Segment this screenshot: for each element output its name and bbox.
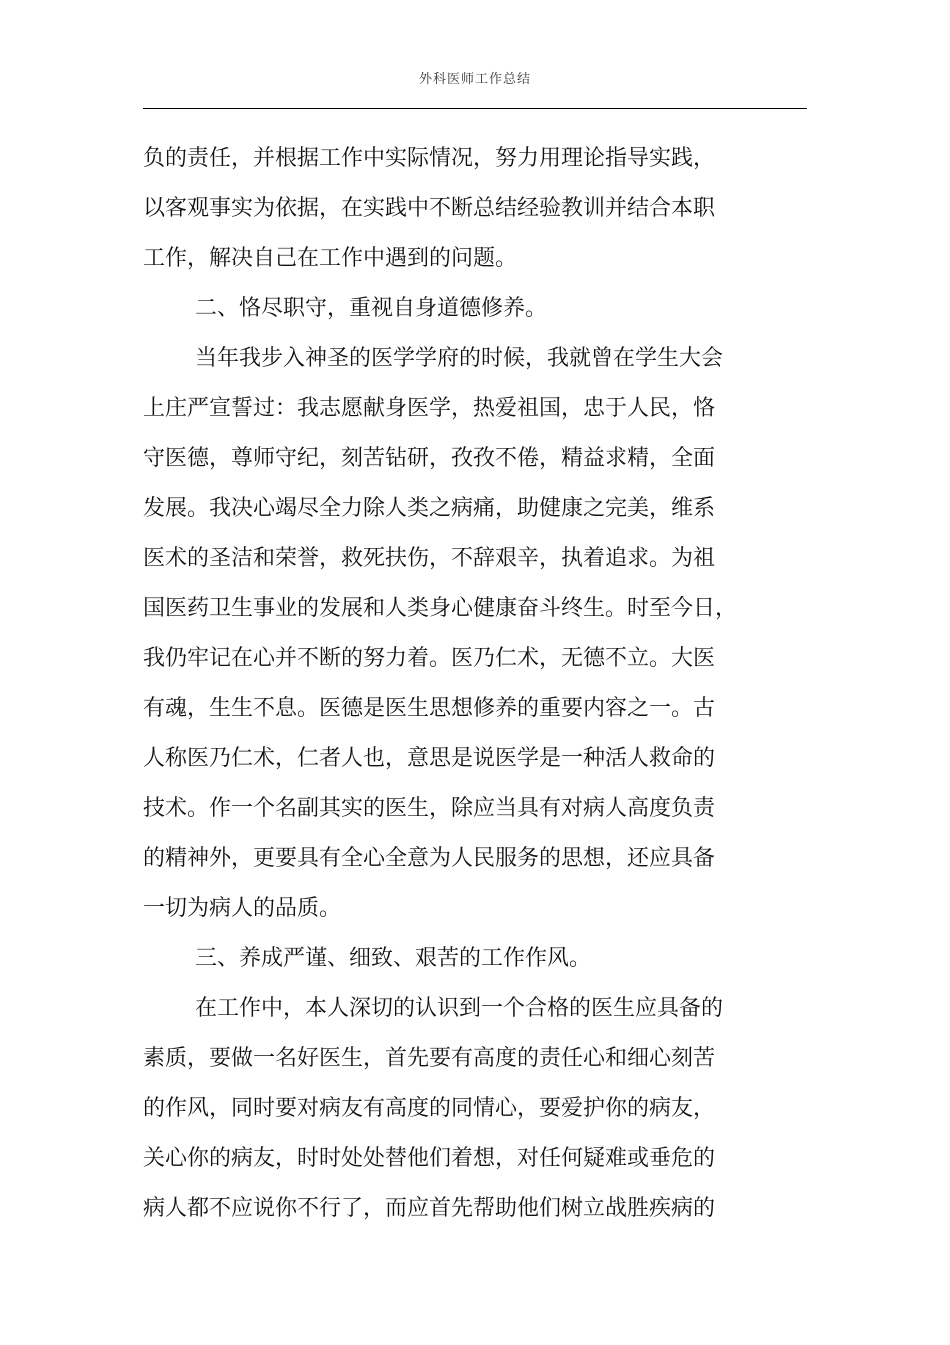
text-line: 二、恪尽职守，重视自身道德修养。	[195, 296, 548, 321]
text-line: 的作风，同时要对病友有高度的同情心，要爱护你的病友，	[143, 1096, 716, 1121]
text-line: 工作，解决自己在工作中遇到的问题。	[143, 246, 518, 271]
document-body	[143, 134, 753, 1234]
text-line: 人称医乃仁术，仁者人也，意思是说医学是一种活人救命的	[143, 746, 716, 771]
text-line: 守医德，尊师守纪，刻苦钻研，孜孜不倦，精益求精，全面	[143, 446, 716, 471]
text-line: 国医药卫生事业的发展和人类身心健康奋斗终生。时至今日，	[143, 596, 738, 621]
text-line: 素质，要做一名好医生，首先要有高度的责任心和细心刻苦	[143, 1046, 716, 1071]
text-line: 三、养成严谨、细致、艰苦的工作作风。	[195, 946, 592, 971]
header-divider	[143, 108, 807, 109]
text-line: 病人都不应说你不行了，而应首先帮助他们树立战胜疾病的	[143, 1196, 716, 1221]
page-header-title: 外科医师工作总结	[418, 72, 531, 87]
text-line: 技术。作一个名副其实的医生，除应当具有对病人高度负责	[143, 796, 716, 821]
text-line: 我仍牢记在心并不断的努力着。医乃仁术，无德不立。大医	[143, 646, 716, 671]
text-line: 有魂，生生不息。医德是医生思想修养的重要内容之一。古	[143, 696, 716, 721]
text-line: 一切为病人的品质。	[143, 896, 342, 921]
text-line: 上庄严宣誓过：我志愿献身医学，热爱祖国，忠于人民，恪	[143, 396, 716, 421]
text-line: 负的责任，并根据工作中实际情况，努力用理论指导实践，	[143, 146, 716, 171]
text-line: 当年我步入神圣的医学学府的时候，我就曾在学生大会	[195, 346, 724, 371]
text-line: 的精神外，更要具有全心全意为人民服务的思想，还应具备	[143, 846, 716, 871]
text-line: 医术的圣洁和荣誉，救死扶伤，不辞艰辛，执着追求。为祖	[143, 546, 716, 571]
text-line: 发展。我决心竭尽全力除人类之病痛，助健康之完美，维系	[143, 496, 716, 521]
text-line: 关心你的病友，时时处处替他们着想，对任何疑难或垂危的	[143, 1146, 716, 1171]
text-line: 在工作中，本人深切的认识到一个合格的医生应具备的	[195, 996, 724, 1021]
text-line: 以客观事实为依据，在实践中不断总结经验教训并结合本职	[143, 196, 716, 221]
